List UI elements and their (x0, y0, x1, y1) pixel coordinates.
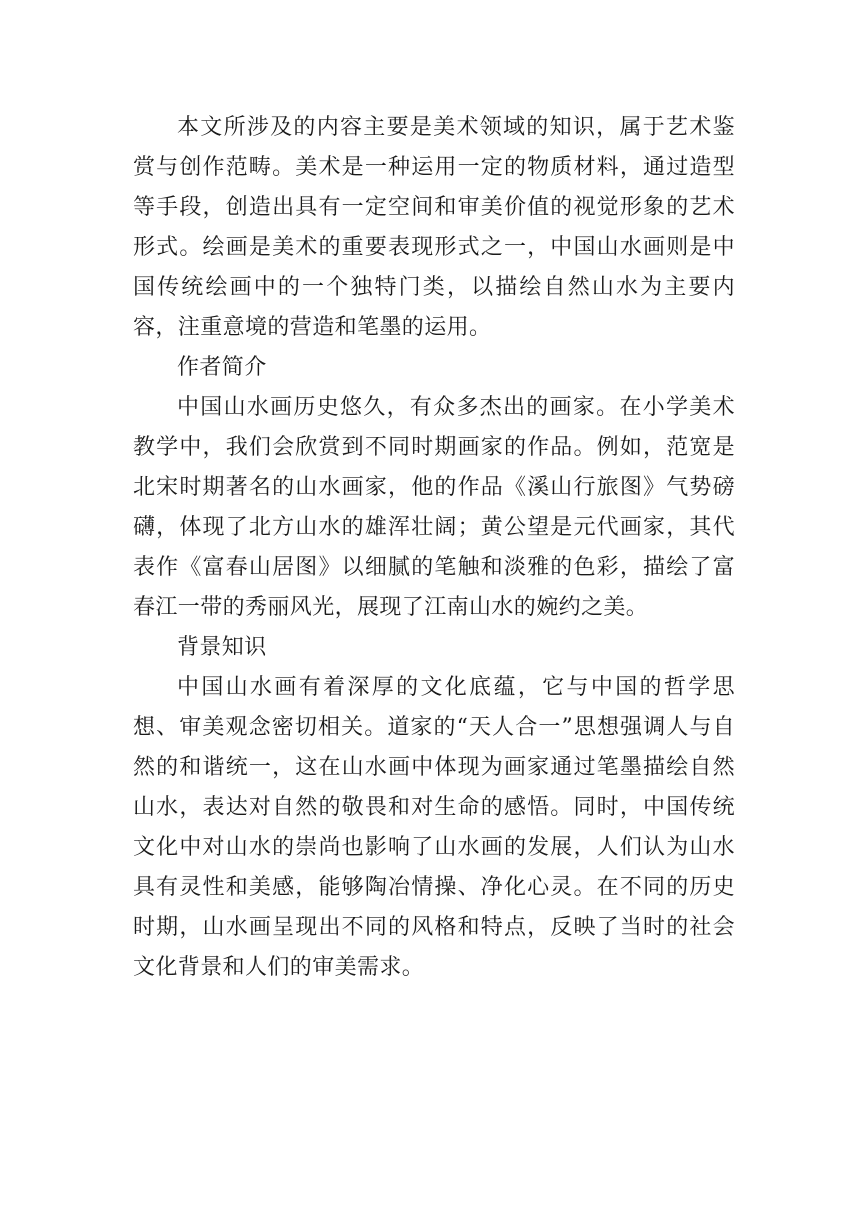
section-heading-author: 作者简介 (177, 355, 267, 380)
section-heading-background: 背景知识 (177, 635, 267, 660)
document-body (133, 108, 735, 988)
background-paragraph: 中国山水画有着深厚的文化底蕴，它与中国的哲学思想、审美观念密切相关。道家的“天人合一”思想强调人与自然的和谐统一，这在山水画中体现为画家通过笔墨描绘自然山水，表达对自然的敬畏和对生命的感悟。同时，中国传统文化中对山水的崇尚也影响了山水画的发展，人们认为山水具有灵性和美感，能够陶冶情操、净化心灵。在不同的历史时期，山水画呈现出不同的风格和特点，反映了当时的社会文化背景和人们的审美需求。 (133, 675, 735, 980)
intro-paragraph: 本文所涉及的内容主要是美术领域的知识，属于艺术鉴赏与创作范畴。美术是一种运用一定的物质材料，通过造型等手段，创造出具有一定空间和审美价值的视觉形象的艺术形式。绘画是美术的重要表现形式之一，中国山水画则是中国传统绘画中的一个独特门类，以描绘自然山水为主要内容，注重意境的营造和笔墨的运用。 (133, 115, 735, 340)
author-paragraph: 中国山水画历史悠久，有众多杰出的画家。在小学美术教学中，我们会欣赏到不同时期画家的作品。例如，范宽是北宋时期著名的山水画家，他的作品《溪山行旅图》气势磅礴，体现了北方山水的雄浑壮阔；黄公望是元代画家，其代表作《富春山居图》以细腻的笔触和淡雅的色彩，描绘了富春江一带的秀丽风光，展现了江南山水的婉约之美。 (133, 395, 735, 620)
